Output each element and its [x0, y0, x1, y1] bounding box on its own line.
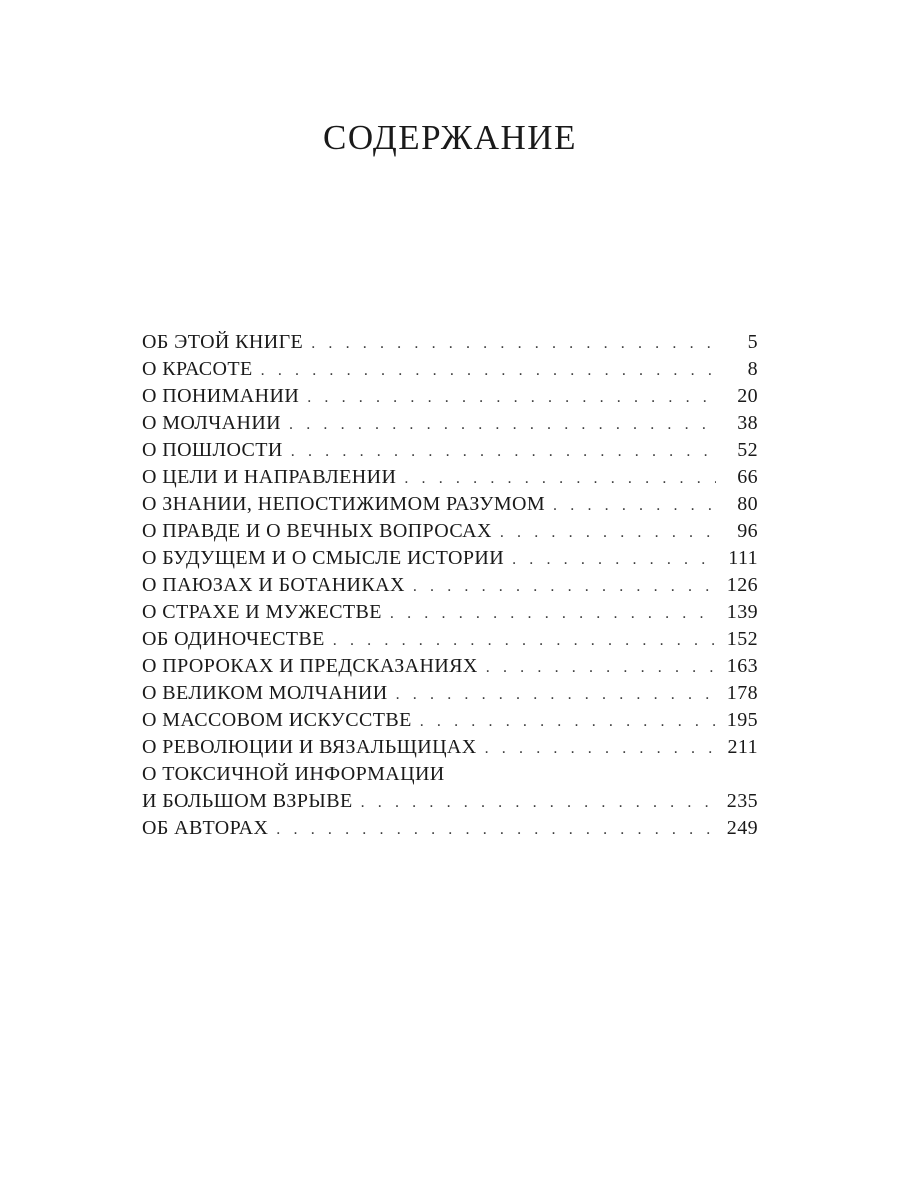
dot-leader: [261, 357, 716, 384]
toc-entry-beauty: [142, 356, 758, 383]
toc-entry-title: О ПАЮЗАХ И БОТАНИКАХ: [142, 574, 405, 596]
toc-entry-title: О КРАСОТЕ: [142, 358, 253, 380]
dot-leader: [333, 627, 716, 654]
toc-entry-title-line1: О ТОКСИЧНОЙ ИНФОРМАЦИИ: [142, 763, 445, 785]
dot-leader: [307, 384, 716, 411]
toc-entry-understanding: [142, 383, 758, 410]
dot-leader: [311, 330, 716, 357]
toc-entry-page: 249: [726, 817, 758, 839]
toc-entry-page: 195: [726, 709, 758, 731]
toc-entry-silence: [142, 410, 758, 437]
toc-entry-purpose: [142, 464, 758, 491]
toc-entry-page: 5: [747, 331, 758, 353]
toc-entry-about-this-book: [142, 329, 758, 356]
toc-entry-title: О МАССОВОМ ИСКУССТВЕ: [142, 709, 412, 731]
dot-leader: [553, 492, 716, 519]
table-of-contents: [142, 329, 758, 842]
toc-entry-page: 126: [726, 574, 758, 596]
toc-entry-page: 38: [737, 412, 758, 434]
dot-leader: [485, 735, 716, 762]
toc-entry-page: 163: [726, 655, 758, 677]
page-title: СОДЕРЖАНИЕ: [323, 118, 577, 157]
toc-entry-title: О ПРАВДЕ И О ВЕЧНЫХ ВОПРОСАХ: [142, 520, 492, 542]
toc-entry-title: О БУДУЩЕМ И О СМЫСЛЕ ИСТОРИИ: [142, 547, 505, 569]
toc-entry-prophets: [142, 653, 758, 680]
toc-entry-title: О ВЕЛИКОМ МОЛЧАНИИ: [142, 682, 388, 704]
dot-leader: [404, 465, 716, 492]
dot-leader: [396, 681, 716, 708]
toc-entry-title: О ЗНАНИИ, НЕПОСТИЖИМОМ РАЗУМОМ: [142, 493, 546, 515]
toc-entry-mass-art: [142, 707, 758, 734]
toc-entry-page: 211: [727, 736, 758, 758]
dot-leader: [420, 708, 716, 735]
toc-entry-title: ОБ ЭТОЙ КНИГЕ: [142, 331, 304, 353]
toc-entry-page: 235: [726, 790, 758, 812]
toc-entry-page: 8: [747, 358, 758, 380]
dot-leader: [486, 654, 716, 681]
dot-leader: [289, 411, 716, 438]
toc-entry-authors: [142, 815, 758, 842]
toc-entry-knowledge: [142, 491, 758, 518]
toc-entry-page: 178: [726, 682, 758, 704]
toc-entry-page: 20: [737, 385, 758, 407]
toc-entry-great-silence: [142, 680, 758, 707]
dot-leader: [512, 546, 716, 573]
toc-entry-page: 96: [737, 520, 758, 542]
toc-entry-page: 111: [728, 547, 758, 569]
toc-entry-revolution: [142, 734, 758, 761]
toc-entry-page: 139: [726, 601, 758, 623]
toc-entry-title: О СТРАХЕ И МУЖЕСТВЕ: [142, 601, 382, 623]
toc-entry-page: 52: [737, 439, 758, 461]
toc-entry-fear: [142, 599, 758, 626]
toc-entry-title: ОБ ОДИНОЧЕСТВЕ: [142, 628, 325, 650]
toc-entry-title: ОБ АВТОРАХ: [142, 817, 269, 839]
toc-entry-title: О ПОШЛОСТИ: [142, 439, 283, 461]
dot-leader: [390, 600, 716, 627]
toc-entry-vulgarity: [142, 437, 758, 464]
toc-entry-page: 66: [737, 466, 758, 488]
dot-leader: [276, 816, 716, 843]
dot-leader: [413, 573, 716, 600]
toc-entry-title: О ЦЕЛИ И НАПРАВЛЕНИИ: [142, 466, 397, 488]
dot-leader: [361, 789, 716, 816]
toc-entry-future: [142, 545, 758, 572]
dot-leader: [500, 519, 716, 546]
toc-entry-title: О МОЛЧАНИИ: [142, 412, 282, 434]
toc-entry-title: О РЕВОЛЮЦИИ И ВЯЗАЛЬЩИЦАХ: [142, 736, 477, 758]
toc-entry-page: 152: [726, 628, 758, 650]
toc-entry-page: 80: [737, 493, 758, 515]
toc-entry-toxic-information: [142, 761, 758, 815]
toc-entry-pauses: [142, 572, 758, 599]
dot-leader: [291, 438, 716, 465]
toc-entry-loneliness: [142, 626, 758, 653]
toc-entry-title: И БОЛЬШОМ ВЗРЫВЕ: [142, 790, 353, 812]
toc-entry-title: О ПОНИМАНИИ: [142, 385, 300, 407]
toc-entry-truth: [142, 518, 758, 545]
toc-entry-title: О ПРОРОКАХ И ПРЕДСКАЗАНИЯХ: [142, 655, 478, 677]
